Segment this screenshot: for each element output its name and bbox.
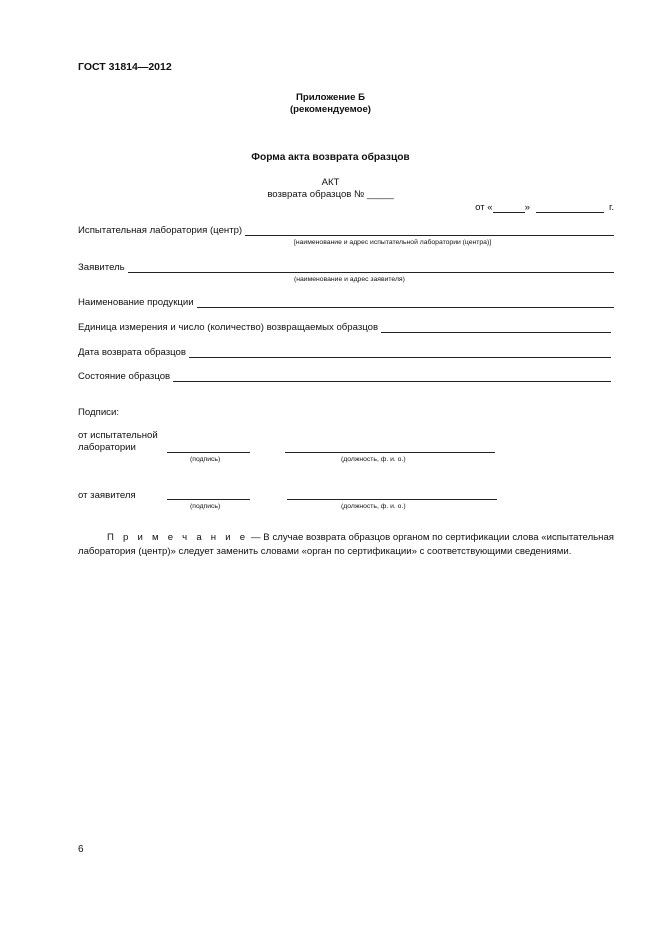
applicant-caption: (наименование и адрес заявителя) xyxy=(294,276,405,283)
date-month-year-blank xyxy=(536,203,604,213)
laboratory-signer-label-line1: от испытательной xyxy=(78,430,158,441)
laboratory-signature-caption: (подпись) xyxy=(190,456,221,463)
applicant-label: Заявитель xyxy=(78,262,125,274)
act-date xyxy=(475,203,614,213)
field-condition xyxy=(78,372,611,382)
note-text: — В случае возврата образцов органом по сертификации слова «испытательная лаборатория (центр)» следует заменить словами «орган по сертификации» с соответствующими сведениями. xyxy=(78,532,614,557)
field-product xyxy=(78,298,614,308)
product-blank xyxy=(197,298,614,308)
standard-designation: ГОСТ 31814—2012 xyxy=(78,61,172,73)
annex-title: Приложение Б xyxy=(296,92,365,103)
product-label: Наименование продукции xyxy=(78,297,194,309)
annex-subtitle: (рекомендуемое) xyxy=(289,104,371,115)
date-prefix: от « xyxy=(475,202,493,214)
condition-blank xyxy=(173,372,611,382)
applicant-blank xyxy=(128,263,614,273)
field-quantity xyxy=(78,323,611,333)
field-applicant xyxy=(78,263,614,273)
laboratory-signature-blank xyxy=(167,452,250,453)
applicant-signer-label: от заявителя xyxy=(78,490,136,501)
date-suffix: г. xyxy=(609,202,614,214)
note-block xyxy=(78,531,614,558)
return-date-label: Дата возврата образцов xyxy=(78,347,186,359)
field-return-date xyxy=(78,348,611,358)
date-day-blank xyxy=(493,203,525,213)
applicant-signature-caption: (подпись) xyxy=(190,503,221,510)
date-middle: » xyxy=(524,202,530,214)
page-number: 6 xyxy=(78,844,84,855)
laboratory-label: Испытательная лаборатория (центр) xyxy=(78,225,243,237)
form-title: Форма акта возврата образцов xyxy=(251,152,410,163)
laboratory-position-caption: (должность, ф. и. о.) xyxy=(341,456,406,463)
act-title: АКТ xyxy=(321,177,340,188)
applicant-position-caption: (должность, ф. и. о.) xyxy=(341,503,406,510)
applicant-position-blank xyxy=(287,499,497,500)
field-laboratory xyxy=(78,226,614,236)
laboratory-position-blank xyxy=(285,452,495,453)
quantity-blank xyxy=(381,323,611,333)
laboratory-caption: [наименование и адрес испытательной лаборатории (центра)] xyxy=(294,239,492,246)
applicant-signature-blank xyxy=(167,499,250,500)
signatures-heading: Подписи: xyxy=(78,407,119,418)
quantity-label: Единица измерения и число (количество) возвращаемых образцов xyxy=(78,322,379,334)
note-label: П р и м е ч а н и е xyxy=(107,532,249,543)
laboratory-signer-label-line2: лаборатории xyxy=(78,442,136,453)
return-date-blank xyxy=(189,348,611,358)
laboratory-blank xyxy=(245,226,614,236)
act-number: возврата образцов № _____ xyxy=(267,189,394,200)
condition-label: Состояние образцов xyxy=(78,371,171,383)
